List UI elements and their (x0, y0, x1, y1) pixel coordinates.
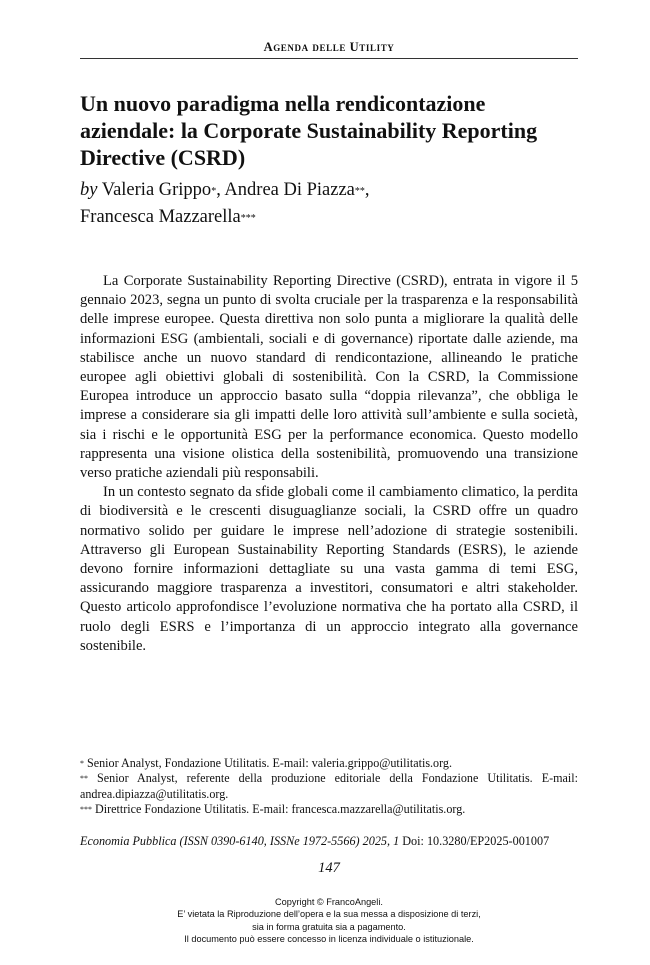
copyright-notice (80, 896, 578, 946)
by-label: by (80, 180, 98, 200)
copyright-line: sia in forma gratuita sia a pagamento. (252, 921, 406, 932)
footnotes (80, 756, 578, 817)
footnote-text: Senior Analyst, Fondazione Utilitatis. E-mail: valeria.grippo@utilitatis.org. (87, 756, 452, 770)
page-number: 147 (318, 860, 340, 876)
doi: Doi: 10.3280/EP2025-001007 (402, 834, 550, 848)
journal-reference: Economia Pubblica (ISSN 0390-6140, ISSNe 1972-5566) 2025, 1 (80, 834, 400, 848)
author-name: Andrea Di Piazza (224, 180, 355, 200)
copyright-line: E’ vietata la Riproduzione dell’opera e la sua messa a disposizione di terzi, (177, 909, 481, 920)
author-name: Francesca Mazzarella (80, 207, 241, 227)
body-paragraph: La Corporate Sustainability Reporting Directive (CSRD), entrata in vigore il 5 gennaio 2023, segna un punto di svolta cruciale per la trasparenza e la responsabilità delle imprese europee. Questa direttiva non solo punta a migliorare la qualità delle informazioni ESG (ambientali, sociali e di governance) riportate dalle aziende, ma stabilisce anche un nuovo standard di rendicontazione, allineando le pratiche europee agli obiettivi globali di sostenibilità. Con la CSRD, la Commissione Europea introduce un approccio basato sulla “doppia rilevanza”, che obbliga le imprese a considerare sia gli impatti delle loro attività sull’ambiente e sulla società, sia i rischi e le opportunità ESG per la performance economica. Questo modello rappresenta una visione olistica della sostenibilità, promuovendo una transizione verso pratiche aziendali più responsabili. (80, 273, 578, 482)
footnote (80, 771, 578, 802)
footnote-mark: *** (80, 804, 92, 814)
author-separator: , (364, 180, 370, 200)
article-body (80, 272, 578, 656)
footnote-mark: ** (80, 774, 88, 784)
author-footnote-mark: * (211, 186, 217, 197)
copyright-line: Copyright © FrancoAngeli. (275, 897, 383, 907)
running-head: Agenda delle Utility (263, 40, 395, 54)
footnote-text: Senior Analyst, referente della produzione editoriale della Fondazione Utilitatis. E-mail: andrea.dipiazza@utilitatis.org. (80, 771, 579, 801)
footnote-text: Direttrice Fondazione Utilitatis. E-mail: francesca.mazzarella@utilitatis.org. (95, 801, 466, 816)
author-footnote-mark: *** (240, 213, 256, 224)
author-name: Valeria Grippo (101, 180, 212, 200)
footnote-mark: * (80, 759, 84, 768)
copyright-line: Il documento può essere concesso in licenza individuale o istituzionale. (184, 934, 474, 945)
article-title: Un nuovo paradigma nella rendicontazione aziendale: la Corporate Sustainability Reporting Directive (CSRD) (80, 91, 538, 170)
body-paragraph: In un contesto segnato da sfide globali come il cambiamento climatico, la perdita di biodiversità e le crescenti disuguaglianze sociali, la CSRD offre un quadro normativo solido per guidare le imprese nell’adozione di strategie sostenibili. Attraverso gli European Sustainability Reporting Standards (ESRS), le aziende devono fornire informazioni dettagliate su una vasta gamma di temi ESG, assicurando maggiore trasparenza a investitori, consumatori e altri stakeholder. Questo articolo approfondisce l’evoluzione normativa che ha portato alla CSRD, il ruolo degli ESRS e l’importanza di un approccio integrato alla governance sostenibile. (80, 484, 578, 654)
footnote (80, 756, 578, 771)
author-footnote-mark: ** (354, 186, 365, 197)
journal-citation (80, 834, 600, 849)
author-line (80, 177, 580, 231)
footnote (80, 802, 578, 817)
header-rule (80, 58, 578, 59)
author-separator: , (216, 180, 225, 200)
